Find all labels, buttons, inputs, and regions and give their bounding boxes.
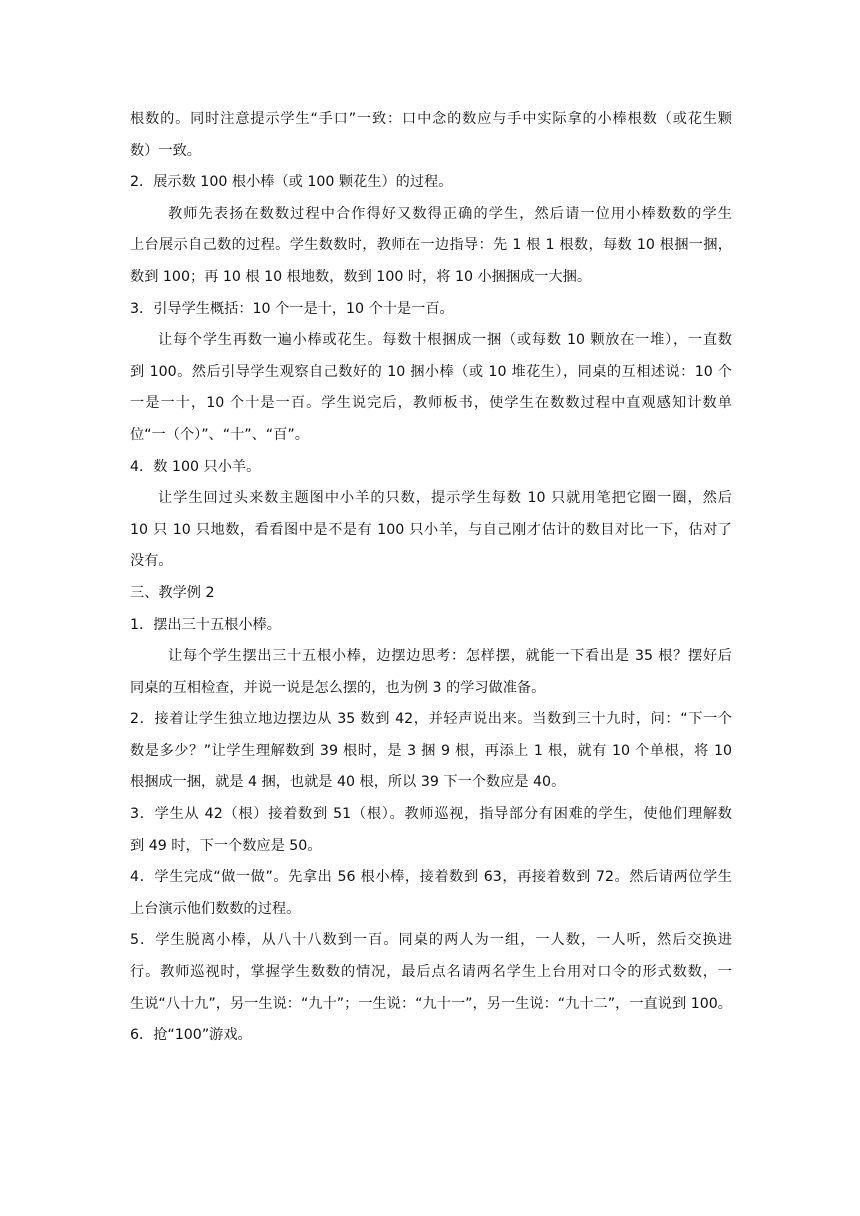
paragraph-line: 没有。: [130, 553, 173, 570]
paragraph-line: 教师先表扬在数数过程中合作得好又数得正确的学生，然后请一位用小棒数数的学生: [168, 205, 732, 222]
paragraph-line: 根数的。同时注意提示学生“手口”一致：口中念的数应与手中实际拿的小棒根数（或花生颗: [130, 111, 732, 127]
list-item-text: 4．学生完成“做一做”。先拿出 56 根小棒，接着数到 63，再接着数到 72。然后请两位学生: [130, 869, 732, 886]
list-item-heading: 6．抢“100”游戏。: [130, 1027, 252, 1044]
paragraph-line: 一是一十，10 个十是一百。学生说完后，教师板书，使学生在数数过程中直观感知计数单: [130, 395, 732, 412]
paragraph-line: 位“一（个）”、“十”、“百”。: [130, 426, 309, 443]
paragraph-line: 让学生回过头来数主题图中小羊的只数，提示学生每数 10 只就用笔把它圈一圈，然后: [158, 490, 732, 507]
paragraph-line: 让每个学生再数一遍小棒或花生。每数十根捆成一捆（或每数 10 颗放在一堆），一直数: [158, 332, 732, 349]
paragraph-line: 数是多少？”让学生理解数到 39 根时，是 3 捆 9 根，再添上 1 根，就有 10 个单根，将 10: [130, 742, 732, 759]
list-item-text: 5．学生脱离小棒，从八十八数到一百。同桌的两人为一组，一人数，一人听，然后交换进: [130, 932, 732, 949]
paragraph-line: 上台展示自己数的过程。学生数数时，教师在一边指导：先 1 根 1 根数，每数 10 根捆一捆，: [130, 237, 732, 254]
list-item-heading: 4．数 100 只小羊。: [130, 458, 261, 475]
list-item-heading: 1．摆出三十五根小棒。: [130, 616, 281, 633]
paragraph-line: 上台演示他们数数的过程。: [130, 900, 301, 917]
paragraph-line: 同桌的互相检查，并说一说是怎么摆的，也为例 3 的学习做准备。: [130, 679, 546, 696]
list-item-text: 2．接着让学生独立地边摆边从 35 数到 42，并轻声说出来。当数到三十九时，问：“下一个: [130, 711, 732, 728]
document-page: [130, 104, 732, 1052]
paragraph-line: 让每个学生摆出三十五根小棒，边摆边思考：怎样摆，就能一下看出是 35 根？摆好后: [168, 648, 732, 665]
paragraph-line: 到 100。然后引导学生观察自己数好的 10 捆小棒（或 10 堆花生），同桌的互相述说：10 个: [130, 363, 732, 380]
list-item-heading: 2．展示数 100 根小棒（或 100 颗花生）的过程。: [130, 174, 453, 191]
list-item-heading: 3．引导学生概括：10 个一是十，10 个十是一百。: [130, 300, 454, 317]
paragraph-line: 根捆成一捆，就是 4 捆，也就是 40 根，所以 39 下一个数应是 40。: [130, 774, 566, 791]
list-item-text: 3．学生从 42（根）接着数到 51（根）。教师巡视，指导部分有困难的学生，使他们理解数: [130, 806, 732, 823]
paragraph-line: 生说“八十九”，另一生说：“九十”；一生说：“九十一”，另一生说：“九十二”，一直说到 100。: [130, 995, 732, 1012]
paragraph-line: 到 49 时，下一个数应是 50。: [130, 837, 322, 854]
paragraph-line: 10 只 10 只地数，看看图中是不是有 100 只小羊，与自己刚才估计的数目对比一下，估对了: [130, 521, 732, 538]
section-heading: 三、教学例 2: [130, 584, 215, 601]
paragraph-line: 数）一致。: [130, 142, 201, 159]
paragraph-line: 数到 100；再 10 根 10 根地数，数到 100 时，将 10 小捆捆成一大捆。: [130, 268, 592, 285]
paragraph-line: 行。教师巡视时，掌握学生数数的情况，最后点名请两名学生上台用对口令的形式数数，一: [130, 964, 732, 981]
